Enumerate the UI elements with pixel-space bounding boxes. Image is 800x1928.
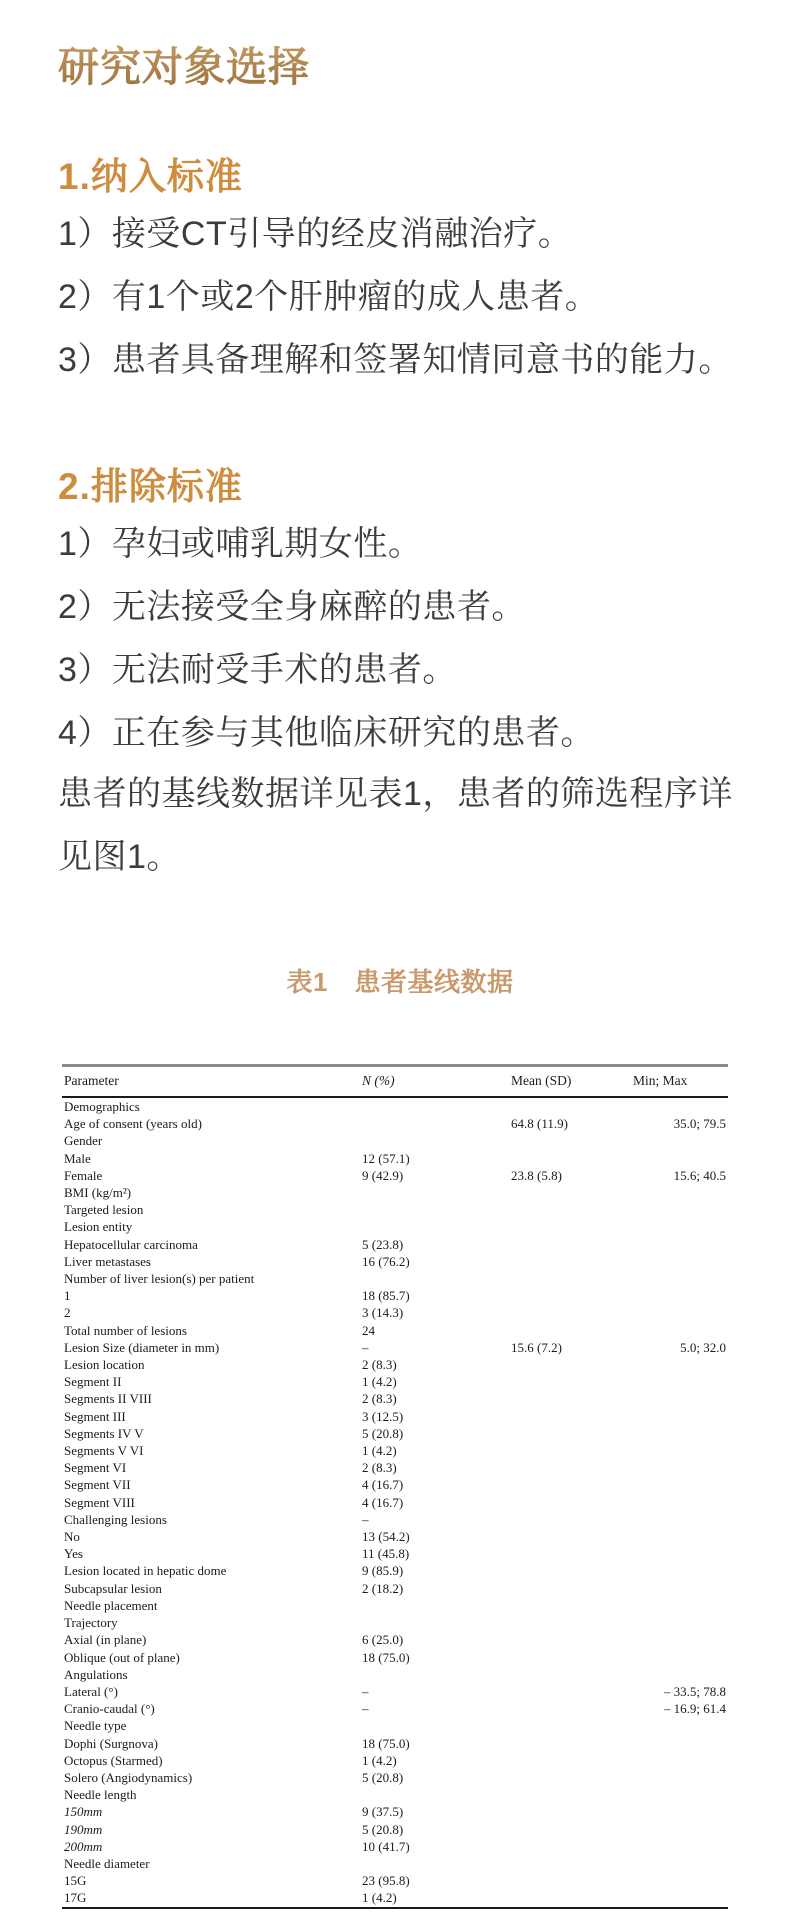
- cell-n-percent: [360, 1597, 509, 1614]
- cell-min-max: [631, 1304, 728, 1321]
- cell-min-max: [631, 1408, 728, 1425]
- cell-mean-sd: [509, 1236, 631, 1253]
- cell-parameter: Needle type: [64, 1718, 127, 1734]
- cell-mean-sd: [509, 1545, 631, 1562]
- cell-min-max: [631, 1201, 728, 1218]
- cell-n-percent: [360, 1614, 509, 1631]
- cell-parameter: Segments IV V: [64, 1425, 144, 1441]
- cell-min-max: [631, 1184, 728, 1201]
- cell-min-max: [631, 1236, 728, 1253]
- cell-min-max: [631, 1373, 728, 1390]
- exclusion-item-3: 3）无法耐受手术的患者。: [58, 651, 457, 689]
- table-header: [62, 1066, 728, 1098]
- cell-min-max: [631, 1097, 728, 1115]
- section-inclusion-criteria: [58, 156, 742, 380]
- table-row: [62, 1218, 728, 1235]
- baseline-data-table: [62, 1064, 728, 1909]
- table-row: [62, 1786, 728, 1803]
- table-row: [62, 1322, 728, 1339]
- table-row: [62, 1580, 728, 1597]
- cell-min-max: [631, 1528, 728, 1545]
- cell-n-percent: [360, 1270, 509, 1287]
- cell-parameter: 200mm: [64, 1838, 103, 1854]
- cell-parameter: BMI (kg/m²): [64, 1185, 132, 1201]
- section-exclusion-criteria: [58, 466, 742, 753]
- cell-n-percent: 5 (20.8): [362, 1425, 404, 1441]
- cell-min-max: [631, 1459, 728, 1476]
- table-row: [62, 1304, 728, 1321]
- cell-n-percent: 2 (18.2): [362, 1580, 404, 1596]
- cell-parameter: Cranio-caudal (°): [64, 1701, 155, 1717]
- cell-parameter: Challenging lesions: [64, 1511, 167, 1527]
- cell-n-percent: 5 (23.8): [362, 1236, 404, 1252]
- cell-parameter: Needle diameter: [64, 1855, 150, 1871]
- cell-mean-sd: [509, 1476, 631, 1493]
- table-row: [62, 1097, 728, 1115]
- cell-n-percent: 2 (8.3): [362, 1460, 397, 1476]
- cell-n-percent: 18 (85.7): [362, 1288, 410, 1304]
- cell-n-percent: 18 (75.0): [362, 1735, 410, 1751]
- cell-parameter: Needle length: [64, 1787, 137, 1803]
- exclusion-item-1: 1）孕妇或哺乳期女性。: [58, 525, 423, 563]
- cell-mean-sd: [509, 1528, 631, 1545]
- cell-min-max: 15.6; 40.5: [673, 1167, 726, 1183]
- cell-mean-sd: [509, 1287, 631, 1304]
- column-header-parameter: Parameter: [62, 1066, 360, 1098]
- cell-min-max: [631, 1253, 728, 1270]
- cell-parameter: 2: [64, 1305, 71, 1321]
- cell-min-max: [631, 1150, 728, 1167]
- cell-parameter: Lesion location: [64, 1357, 145, 1373]
- table-row: [62, 1201, 728, 1218]
- cell-parameter: Total number of lesions: [64, 1322, 187, 1338]
- cell-mean-sd: [509, 1855, 631, 1872]
- table-row: [62, 1889, 728, 1907]
- cell-mean-sd: [509, 1097, 631, 1115]
- cell-min-max: 5.0; 32.0: [680, 1339, 726, 1355]
- table-row: [62, 1425, 728, 1442]
- cell-n-percent: [360, 1115, 509, 1132]
- cell-mean-sd: [509, 1373, 631, 1390]
- cell-parameter: Dophi (Surgnova): [64, 1735, 159, 1751]
- exclusion-item-4: 4）正在参与其他临床研究的患者。: [58, 714, 595, 752]
- cell-parameter: Needle placement: [64, 1597, 158, 1613]
- cell-mean-sd: [509, 1459, 631, 1476]
- cell-mean-sd: [509, 1425, 631, 1442]
- table-header-row: [62, 1066, 728, 1098]
- cell-parameter: Segment VII: [64, 1477, 131, 1493]
- cell-n-percent: –: [362, 1701, 369, 1717]
- inclusion-item-1: 1）接受CT引导的经皮消融治疗。: [58, 215, 573, 253]
- cell-min-max: [631, 1287, 728, 1304]
- cell-parameter: Age of consent (years old): [64, 1116, 202, 1132]
- cell-mean-sd: [509, 1717, 631, 1734]
- cell-mean-sd: [509, 1838, 631, 1855]
- table-row: [62, 1287, 728, 1304]
- cell-mean-sd: [509, 1442, 631, 1459]
- cell-n-percent: 9 (85.9): [362, 1563, 404, 1579]
- table-row: [62, 1614, 728, 1631]
- cell-min-max: [631, 1218, 728, 1235]
- cell-parameter: 190mm: [64, 1821, 103, 1837]
- cell-min-max: [631, 1803, 728, 1820]
- cell-min-max: [631, 1545, 728, 1562]
- cell-mean-sd: [509, 1132, 631, 1149]
- cell-mean-sd: [509, 1150, 631, 1167]
- cell-min-max: [631, 1580, 728, 1597]
- cell-min-max: [631, 1838, 728, 1855]
- cell-parameter: Segments II VIII: [64, 1391, 152, 1407]
- table-row: [62, 1872, 728, 1889]
- table-title: 表1 患者基线数据: [286, 967, 514, 997]
- cell-n-percent: 9 (42.9): [362, 1167, 404, 1183]
- cell-parameter: Oblique (out of plane): [64, 1649, 180, 1665]
- cell-min-max: [631, 1425, 728, 1442]
- cell-min-max: [631, 1597, 728, 1614]
- cell-mean-sd: [509, 1304, 631, 1321]
- table-row: [62, 1494, 728, 1511]
- cell-parameter: Hepatocellular carcinoma: [64, 1236, 198, 1252]
- cell-min-max: [631, 1494, 728, 1511]
- cell-mean-sd: [509, 1322, 631, 1339]
- cell-mean-sd: [509, 1270, 631, 1287]
- cell-mean-sd: [509, 1683, 631, 1700]
- table-row: [62, 1356, 728, 1373]
- cell-n-percent: 13 (54.2): [362, 1529, 410, 1545]
- cell-parameter: Segment II: [64, 1374, 122, 1390]
- cell-n-percent: 18 (75.0): [362, 1649, 410, 1665]
- cell-mean-sd: [509, 1786, 631, 1803]
- cell-mean-sd: [509, 1511, 631, 1528]
- cell-mean-sd: [509, 1752, 631, 1769]
- cell-n-percent: 4 (16.7): [362, 1477, 404, 1493]
- cell-min-max: [631, 1872, 728, 1889]
- cell-min-max: [631, 1717, 728, 1734]
- cell-mean-sd: [509, 1597, 631, 1614]
- cell-n-percent: –: [362, 1683, 369, 1699]
- cell-parameter: Lesion located in hepatic dome: [64, 1563, 227, 1579]
- cell-mean-sd: [509, 1253, 631, 1270]
- cell-n-percent: –: [362, 1339, 369, 1355]
- cell-mean-sd: [509, 1390, 631, 1407]
- page-title: 研究对象选择: [58, 0, 742, 92]
- table-row: [62, 1545, 728, 1562]
- cell-parameter: Angulations: [64, 1666, 128, 1682]
- table-row: [62, 1562, 728, 1579]
- cell-mean-sd: 64.8 (11.9): [511, 1116, 568, 1132]
- cell-mean-sd: [509, 1184, 631, 1201]
- table-row: [62, 1270, 728, 1287]
- table-row: [62, 1769, 728, 1786]
- cell-min-max: [631, 1614, 728, 1631]
- cell-mean-sd: [509, 1408, 631, 1425]
- column-header-n-percent: N (%): [360, 1066, 509, 1098]
- table-row: [62, 1339, 728, 1356]
- cell-min-max: [631, 1649, 728, 1666]
- cell-min-max: [631, 1390, 728, 1407]
- cell-n-percent: 6 (25.0): [362, 1632, 404, 1648]
- cell-parameter: Targeted lesion: [64, 1202, 144, 1218]
- cell-mean-sd: 23.8 (5.8): [511, 1167, 562, 1183]
- cell-n-percent: [360, 1666, 509, 1683]
- cell-parameter: 150mm: [64, 1804, 103, 1820]
- cell-n-percent: –: [362, 1511, 369, 1527]
- table-row: [62, 1735, 728, 1752]
- cell-min-max: [631, 1356, 728, 1373]
- cell-parameter: Gender: [64, 1133, 103, 1149]
- cell-parameter: Liver metastases: [64, 1253, 151, 1269]
- cell-n-percent: 11 (45.8): [362, 1546, 410, 1562]
- cell-min-max: [631, 1562, 728, 1579]
- table-row: [62, 1115, 728, 1132]
- cell-n-percent: 12 (57.1): [362, 1150, 410, 1166]
- cell-parameter: No: [64, 1529, 80, 1545]
- cell-min-max: [631, 1752, 728, 1769]
- cell-n-percent: 3 (12.5): [362, 1408, 404, 1424]
- cell-min-max: 35.0; 79.5: [673, 1116, 726, 1132]
- cell-parameter: 17G: [64, 1890, 87, 1906]
- inclusion-item-3: 3）患者具备理解和签署知情同意书的能力。: [58, 341, 733, 379]
- cell-mean-sd: [509, 1218, 631, 1235]
- cell-parameter: Octopus (Starmed): [64, 1752, 163, 1768]
- table-row: [62, 1597, 728, 1614]
- cell-min-max: [631, 1322, 728, 1339]
- table-row: [62, 1253, 728, 1270]
- cell-n-percent: [360, 1855, 509, 1872]
- cell-mean-sd: [509, 1649, 631, 1666]
- table-row: [62, 1132, 728, 1149]
- cell-min-max: [631, 1442, 728, 1459]
- cell-n-percent: [360, 1201, 509, 1218]
- table-row: [62, 1459, 728, 1476]
- cell-min-max: [631, 1270, 728, 1287]
- exclusion-criteria-heading: 2.排除标准: [58, 466, 243, 507]
- table-row: [62, 1631, 728, 1648]
- table-row: [62, 1649, 728, 1666]
- table-row: [62, 1408, 728, 1425]
- cell-mean-sd: [509, 1201, 631, 1218]
- column-header-min-max: Min; Max: [631, 1066, 728, 1098]
- cell-parameter: Demographics: [64, 1099, 140, 1114]
- cell-n-percent: 5 (20.8): [362, 1821, 404, 1837]
- inclusion-item-2: 2）有1个或2个肝肿瘤的成人患者。: [58, 278, 600, 316]
- cell-n-percent: 1 (4.2): [362, 1890, 397, 1906]
- table-row: [62, 1683, 728, 1700]
- cell-n-percent: [360, 1097, 509, 1115]
- cell-parameter: Lesion Size (diameter in mm): [64, 1339, 220, 1355]
- cell-parameter: 1: [64, 1288, 71, 1304]
- table-row: [62, 1184, 728, 1201]
- cell-n-percent: 16 (76.2): [362, 1253, 410, 1269]
- cell-min-max: [631, 1511, 728, 1528]
- cell-mean-sd: [509, 1356, 631, 1373]
- cell-min-max: – 16.9; 61.4: [663, 1701, 726, 1717]
- table-row: [62, 1752, 728, 1769]
- cell-parameter: Female: [64, 1167, 103, 1183]
- cell-min-max: [631, 1821, 728, 1838]
- cell-n-percent: 3 (14.3): [362, 1305, 404, 1321]
- cell-parameter: Yes: [64, 1546, 83, 1562]
- cell-parameter: Segments V VI: [64, 1443, 144, 1459]
- cell-mean-sd: 15.6 (7.2): [511, 1339, 562, 1355]
- table-row: [62, 1803, 728, 1820]
- cell-mean-sd: [509, 1735, 631, 1752]
- table-row: [62, 1717, 728, 1734]
- cell-min-max: [631, 1769, 728, 1786]
- cell-parameter: Segment VIII: [64, 1494, 135, 1510]
- cell-n-percent: 1 (4.2): [362, 1374, 397, 1390]
- cell-parameter: Male: [64, 1150, 91, 1166]
- table-row: [62, 1666, 728, 1683]
- cell-mean-sd: [509, 1580, 631, 1597]
- cell-n-percent: 1 (4.2): [362, 1752, 397, 1768]
- cell-mean-sd: [509, 1769, 631, 1786]
- cell-n-percent: [360, 1184, 509, 1201]
- table-row: [62, 1700, 728, 1717]
- cell-n-percent: 24: [362, 1322, 375, 1338]
- cell-mean-sd: [509, 1872, 631, 1889]
- cell-n-percent: [360, 1786, 509, 1803]
- table-row: [62, 1528, 728, 1545]
- table-row: [62, 1838, 728, 1855]
- cell-min-max: – 33.5; 78.8: [663, 1683, 726, 1699]
- cell-parameter: Segment VI: [64, 1460, 127, 1476]
- table-row: [62, 1390, 728, 1407]
- column-header-mean-sd: Mean (SD): [509, 1066, 631, 1098]
- table-row: [62, 1236, 728, 1253]
- cell-parameter: Lesion entity: [64, 1219, 133, 1235]
- cell-n-percent: 2 (8.3): [362, 1391, 397, 1407]
- cell-mean-sd: [509, 1821, 631, 1838]
- cell-mean-sd: [509, 1803, 631, 1820]
- cell-min-max: [631, 1889, 728, 1907]
- cell-n-percent: 5 (20.8): [362, 1769, 404, 1785]
- cell-mean-sd: [509, 1631, 631, 1648]
- cell-n-percent: 9 (37.5): [362, 1804, 404, 1820]
- table-row: [62, 1855, 728, 1872]
- cell-parameter: Solero (Angiodynamics): [64, 1769, 193, 1785]
- cell-min-max: [631, 1631, 728, 1648]
- cell-parameter: Lateral (°): [64, 1683, 118, 1699]
- cell-parameter: Trajectory: [64, 1615, 118, 1631]
- cell-min-max: [631, 1476, 728, 1493]
- table-row: [62, 1167, 728, 1184]
- table-row: [62, 1476, 728, 1493]
- baseline-table-body: [62, 1097, 728, 1908]
- cell-mean-sd: [509, 1614, 631, 1631]
- cell-parameter: Segment III: [64, 1408, 126, 1424]
- cell-n-percent: [360, 1717, 509, 1734]
- cell-min-max: [631, 1855, 728, 1872]
- cell-min-max: [631, 1132, 728, 1149]
- cell-parameter: Axial (in plane): [64, 1632, 147, 1648]
- cell-n-percent: 2 (8.3): [362, 1357, 397, 1373]
- table-row: [62, 1150, 728, 1167]
- cell-parameter: Subcapsular lesion: [64, 1580, 162, 1596]
- cell-n-percent: 23 (95.8): [362, 1873, 410, 1889]
- table-row: [62, 1821, 728, 1838]
- cell-mean-sd: [509, 1889, 631, 1907]
- cell-n-percent: 10 (41.7): [362, 1838, 410, 1854]
- cell-parameter: Number of liver lesion(s) per patient: [64, 1271, 255, 1287]
- cell-mean-sd: [509, 1562, 631, 1579]
- table-row: [62, 1442, 728, 1459]
- inclusion-criteria-heading: 1.纳入标准: [58, 156, 243, 197]
- cell-mean-sd: [509, 1700, 631, 1717]
- exclusion-item-2: 2）无法接受全身麻醉的患者。: [58, 588, 526, 626]
- table-row: [62, 1511, 728, 1528]
- cell-n-percent: 4 (16.7): [362, 1494, 404, 1510]
- table-row: [62, 1373, 728, 1390]
- cell-min-max: [631, 1735, 728, 1752]
- cell-mean-sd: [509, 1494, 631, 1511]
- cell-n-percent: 1 (4.2): [362, 1443, 397, 1459]
- cell-n-percent: [360, 1218, 509, 1235]
- cell-n-percent: [360, 1132, 509, 1149]
- cell-mean-sd: [509, 1666, 631, 1683]
- cell-min-max: [631, 1666, 728, 1683]
- baseline-data-note: 患者的基线数据详见表1，患者的筛选程序详见图1。: [58, 775, 733, 876]
- cell-min-max: [631, 1786, 728, 1803]
- cell-parameter: 15G: [64, 1873, 87, 1889]
